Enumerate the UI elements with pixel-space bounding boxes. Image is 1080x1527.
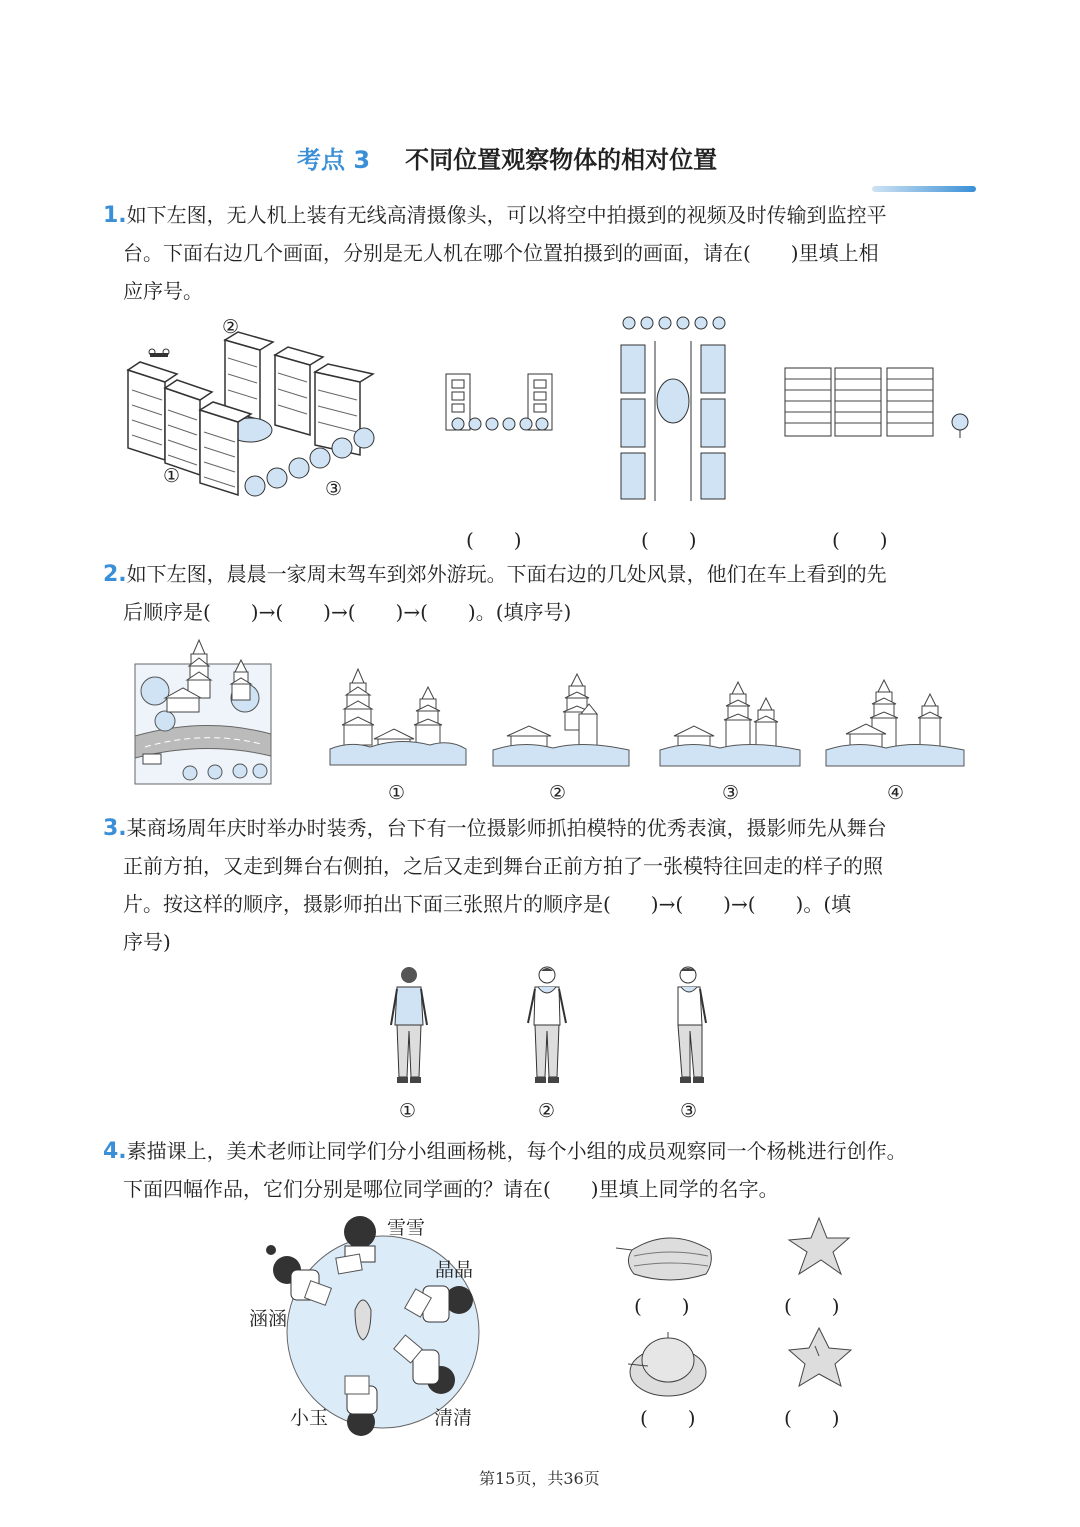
q2-label-4: ④ (887, 782, 905, 804)
q2-park-illustration (135, 636, 273, 786)
q3-model-3 (666, 965, 716, 1090)
q1-line3: 应序号。 (123, 279, 203, 303)
q2-scene-3 (660, 680, 800, 770)
q4-answer-4[interactable]: ( ) (784, 1406, 840, 1430)
header-underline (872, 186, 976, 192)
name-xuexue: 雪雪 (387, 1217, 426, 1239)
name-qingqing: 清清 (434, 1407, 473, 1429)
q4-text-1: 素描课上，美术老师让同学们分小组画杨桃，每个小组的成员观察同一个杨桃进行创作。 (126, 1139, 907, 1163)
q2-number: 2. (103, 562, 127, 587)
q1-view-b (615, 313, 735, 503)
q4-line1 (103, 1132, 907, 1171)
q1-position-1: ① (163, 465, 181, 487)
q3-model-2 (522, 965, 572, 1090)
q2-scene-2 (493, 670, 629, 770)
name-xiaoyu: 小玉 (290, 1407, 329, 1429)
q2-label-1: ① (388, 782, 406, 804)
q3-number: 3. (103, 816, 127, 841)
q2-label-2: ② (549, 782, 567, 804)
q2-label-3: ③ (722, 782, 740, 804)
q4-drawing-1 (610, 1226, 720, 1286)
q3-line1 (103, 809, 887, 848)
q4-drawing-2 (785, 1216, 855, 1280)
q2-scene-4 (826, 678, 964, 770)
q1-position-3: ③ (325, 478, 343, 500)
q3-model-1 (385, 965, 435, 1090)
page-number: 第15页，共36页 (479, 1469, 600, 1488)
q3-label-2: ② (538, 1100, 556, 1122)
q2-scene-1 (330, 665, 466, 770)
q2-text-1: 如下左图，晨晨一家周末驾车到郊外游玩。下面右边的几处风景，他们在车上看到的先 (126, 562, 887, 586)
q4-answer-2[interactable]: ( ) (784, 1294, 840, 1318)
q4-line2: 下面四幅作品，它们分别是哪位同学画的？请在( )里填上同学的名字。 (123, 1177, 779, 1201)
name-hanhan: 涵涵 (249, 1308, 288, 1330)
q1-answer-c[interactable]: ( ) (832, 528, 888, 552)
q1-text-1: 如下左图，无人机上装有无线高清摄像头，可以将空中拍摄到的视频及时传输到监控平 (126, 203, 887, 227)
q3-line4: 序号) (123, 930, 171, 954)
q1-line2: 台。下面右边几个画面，分别是无人机在哪个位置拍摄到的画面，请在( )里填上相 (123, 241, 879, 265)
q3-text-1: 某商场周年庆时举办时装秀，台下有一位摄影师抓拍模特的优秀表演，摄影师先从舞台 (126, 816, 887, 840)
q1-line1 (103, 196, 887, 235)
q1-view-a (440, 370, 560, 440)
q3-label-1: ① (399, 1100, 417, 1122)
q4-number: 4. (103, 1139, 127, 1164)
name-jingjing: 晶晶 (435, 1259, 474, 1281)
q1-number: 1. (103, 203, 127, 228)
q1-view-c (783, 368, 983, 448)
section-header (297, 140, 717, 175)
q3-label-3: ③ (680, 1100, 698, 1122)
q4-drawing-4 (785, 1326, 855, 1390)
drone-icon (149, 349, 169, 357)
section-title: 不同位置观察物体的相对位置 (405, 146, 718, 174)
q4-drawing-3 (626, 1330, 716, 1400)
q3-line3: 片。按这样的顺序，摄影师拍出下面三张照片的顺序是( )→( )→( )。(填 (123, 892, 852, 916)
q4-answer-3[interactable]: ( ) (640, 1406, 696, 1430)
kaodian-label: 考点 3 (297, 146, 371, 174)
q4-answer-1[interactable]: ( ) (634, 1294, 690, 1318)
q2-line1 (103, 555, 887, 594)
q1-buildings-illustration (120, 310, 390, 510)
q1-answer-b[interactable]: ( ) (641, 528, 697, 552)
q1-position-2: ② (222, 316, 240, 338)
q1-answer-a[interactable]: ( ) (466, 528, 522, 552)
q3-line2: 正前方拍，又走到舞台右侧拍，之后又走到舞台正前方拍了一张模特往回走的样子的照 (123, 854, 883, 878)
q2-line2: 后顺序是( )→( )→( )→( )。(填序号) (123, 600, 572, 624)
